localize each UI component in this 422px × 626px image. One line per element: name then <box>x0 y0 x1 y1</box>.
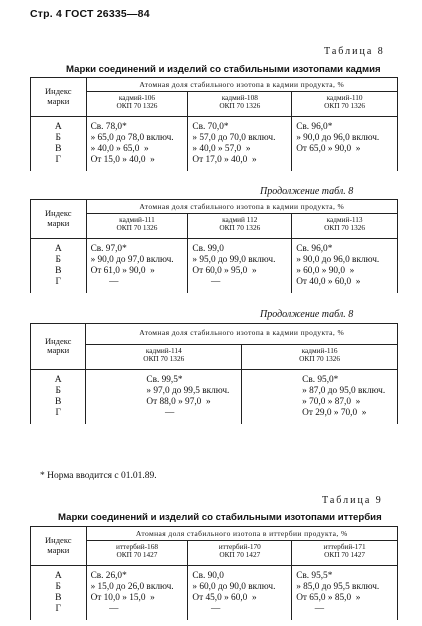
value-cell: Св. 95,0* » 87,0 до 95,0 включ. » 70,0 » 87,0 » От 29,0 » 70,0 » <box>242 369 398 423</box>
column-header: кадмий-108 ОКП 70 1326 <box>188 92 292 117</box>
table-8 <box>30 77 398 171</box>
column-header: кадмий-111 ОКП 70 1326 <box>86 214 188 239</box>
grade-index-column: А Б В Г <box>31 116 87 170</box>
value-cell: Св. 96,0* » 90,0 до 96,0 включ. От 65,0 » 90,0 » <box>292 116 398 170</box>
span-header: Атомная доля стабильного изотопа в кадмии продукта, % <box>86 324 398 345</box>
table-8-continued <box>30 199 398 293</box>
value-cell: Св. 96,0* » 90,0 до 96,0 включ. » 60,0 » 90,0 » От 40,0 » 60,0 » <box>292 238 398 292</box>
value-cell: Св. 99,5* » 97,0 до 99,5 включ. От 88,0 » 97,0 » — <box>86 369 242 423</box>
index-header: Индекс марки <box>31 527 87 566</box>
column-header: кадмий-110 ОКП 70 1326 <box>292 92 398 117</box>
span-header: Атомная доля стабильного изотопа в иттербии продукта, % <box>86 527 397 541</box>
value-cell: Св. 97,0* » 90,0 до 97,0 включ. От 61,0 » 90,0 » — <box>86 238 188 292</box>
value-cell: Св. 26,0* » 15,0 до 26,0 включ. От 10,0 » 15,0 » — <box>86 565 188 619</box>
grade-index-column: А Б В Г <box>31 369 86 423</box>
table-8-title: Марки соединений и изделий со стабильными изотопами кадмия <box>66 64 381 75</box>
value-cell: Св. 78,0* » 65,0 до 78,0 включ. » 40,0 » 65,0 » От 15,0 » 40,0 » <box>86 116 188 170</box>
column-header: кадмий-113 ОКП 70 1326 <box>292 214 398 239</box>
index-header: Индекс марки <box>31 78 87 117</box>
table-8-continued-2 <box>30 323 398 424</box>
value-cell: Св. 70,0* » 57,0 до 70,0 включ. » 40,0 » 57,0 » От 17,0 » 40,0 » <box>188 116 292 170</box>
column-header: иттербий-171 ОКП 70 1427 <box>292 541 398 566</box>
value-cell: Св. 95,5* » 85,0 до 95,5 включ. От 65,0 » 85,0 » — <box>292 565 398 619</box>
column-header: кадмий 112 ОКП 70 1326 <box>188 214 292 239</box>
continuation-label: Продолжение табл. 8 <box>260 309 354 320</box>
span-header: Атомная доля стабильного изотопа в кадмии продукта, % <box>86 200 397 214</box>
index-header: Индекс марки <box>31 324 86 370</box>
value-cell: Св. 90,0 » 60,0 до 90,0 включ. От 45,0 » 60,0 » — <box>188 565 292 619</box>
column-header: иттербий-170 ОКП 70 1427 <box>188 541 292 566</box>
column-header: иттербий-168 ОКП 70 1427 <box>86 541 188 566</box>
table-8-label: Таблица 8 <box>324 46 385 57</box>
index-header: Индекс марки <box>31 200 87 239</box>
page-header: Стр. 4 ГОСТ 26335—84 <box>30 8 150 20</box>
continuation-label: Продолжение табл. 8 <box>260 186 354 197</box>
footnote: * Норма вводится с 01.01.89. <box>40 471 157 481</box>
column-header: кадмий-116 ОКП 70 1326 <box>242 345 398 370</box>
column-header: кадмий-114 ОКП 70 1326 <box>86 345 242 370</box>
grade-index-column: А Б В Г <box>31 565 87 619</box>
table-9-label: Таблица 9 <box>322 495 383 506</box>
span-header: Атомная доля стабильного изотопа в кадмии продукта, % <box>86 78 397 92</box>
table-9-title: Марки соединений и изделий со стабильными изотопами иттербия <box>58 512 382 523</box>
grade-index-column: А Б В Г <box>31 238 87 292</box>
table-9 <box>30 526 398 620</box>
value-cell: Св. 99,0 » 95,0 до 99,0 включ. От 60,0 » 95,0 » — <box>188 238 292 292</box>
column-header: кадмий-106 ОКП 70 1326 <box>86 92 188 117</box>
